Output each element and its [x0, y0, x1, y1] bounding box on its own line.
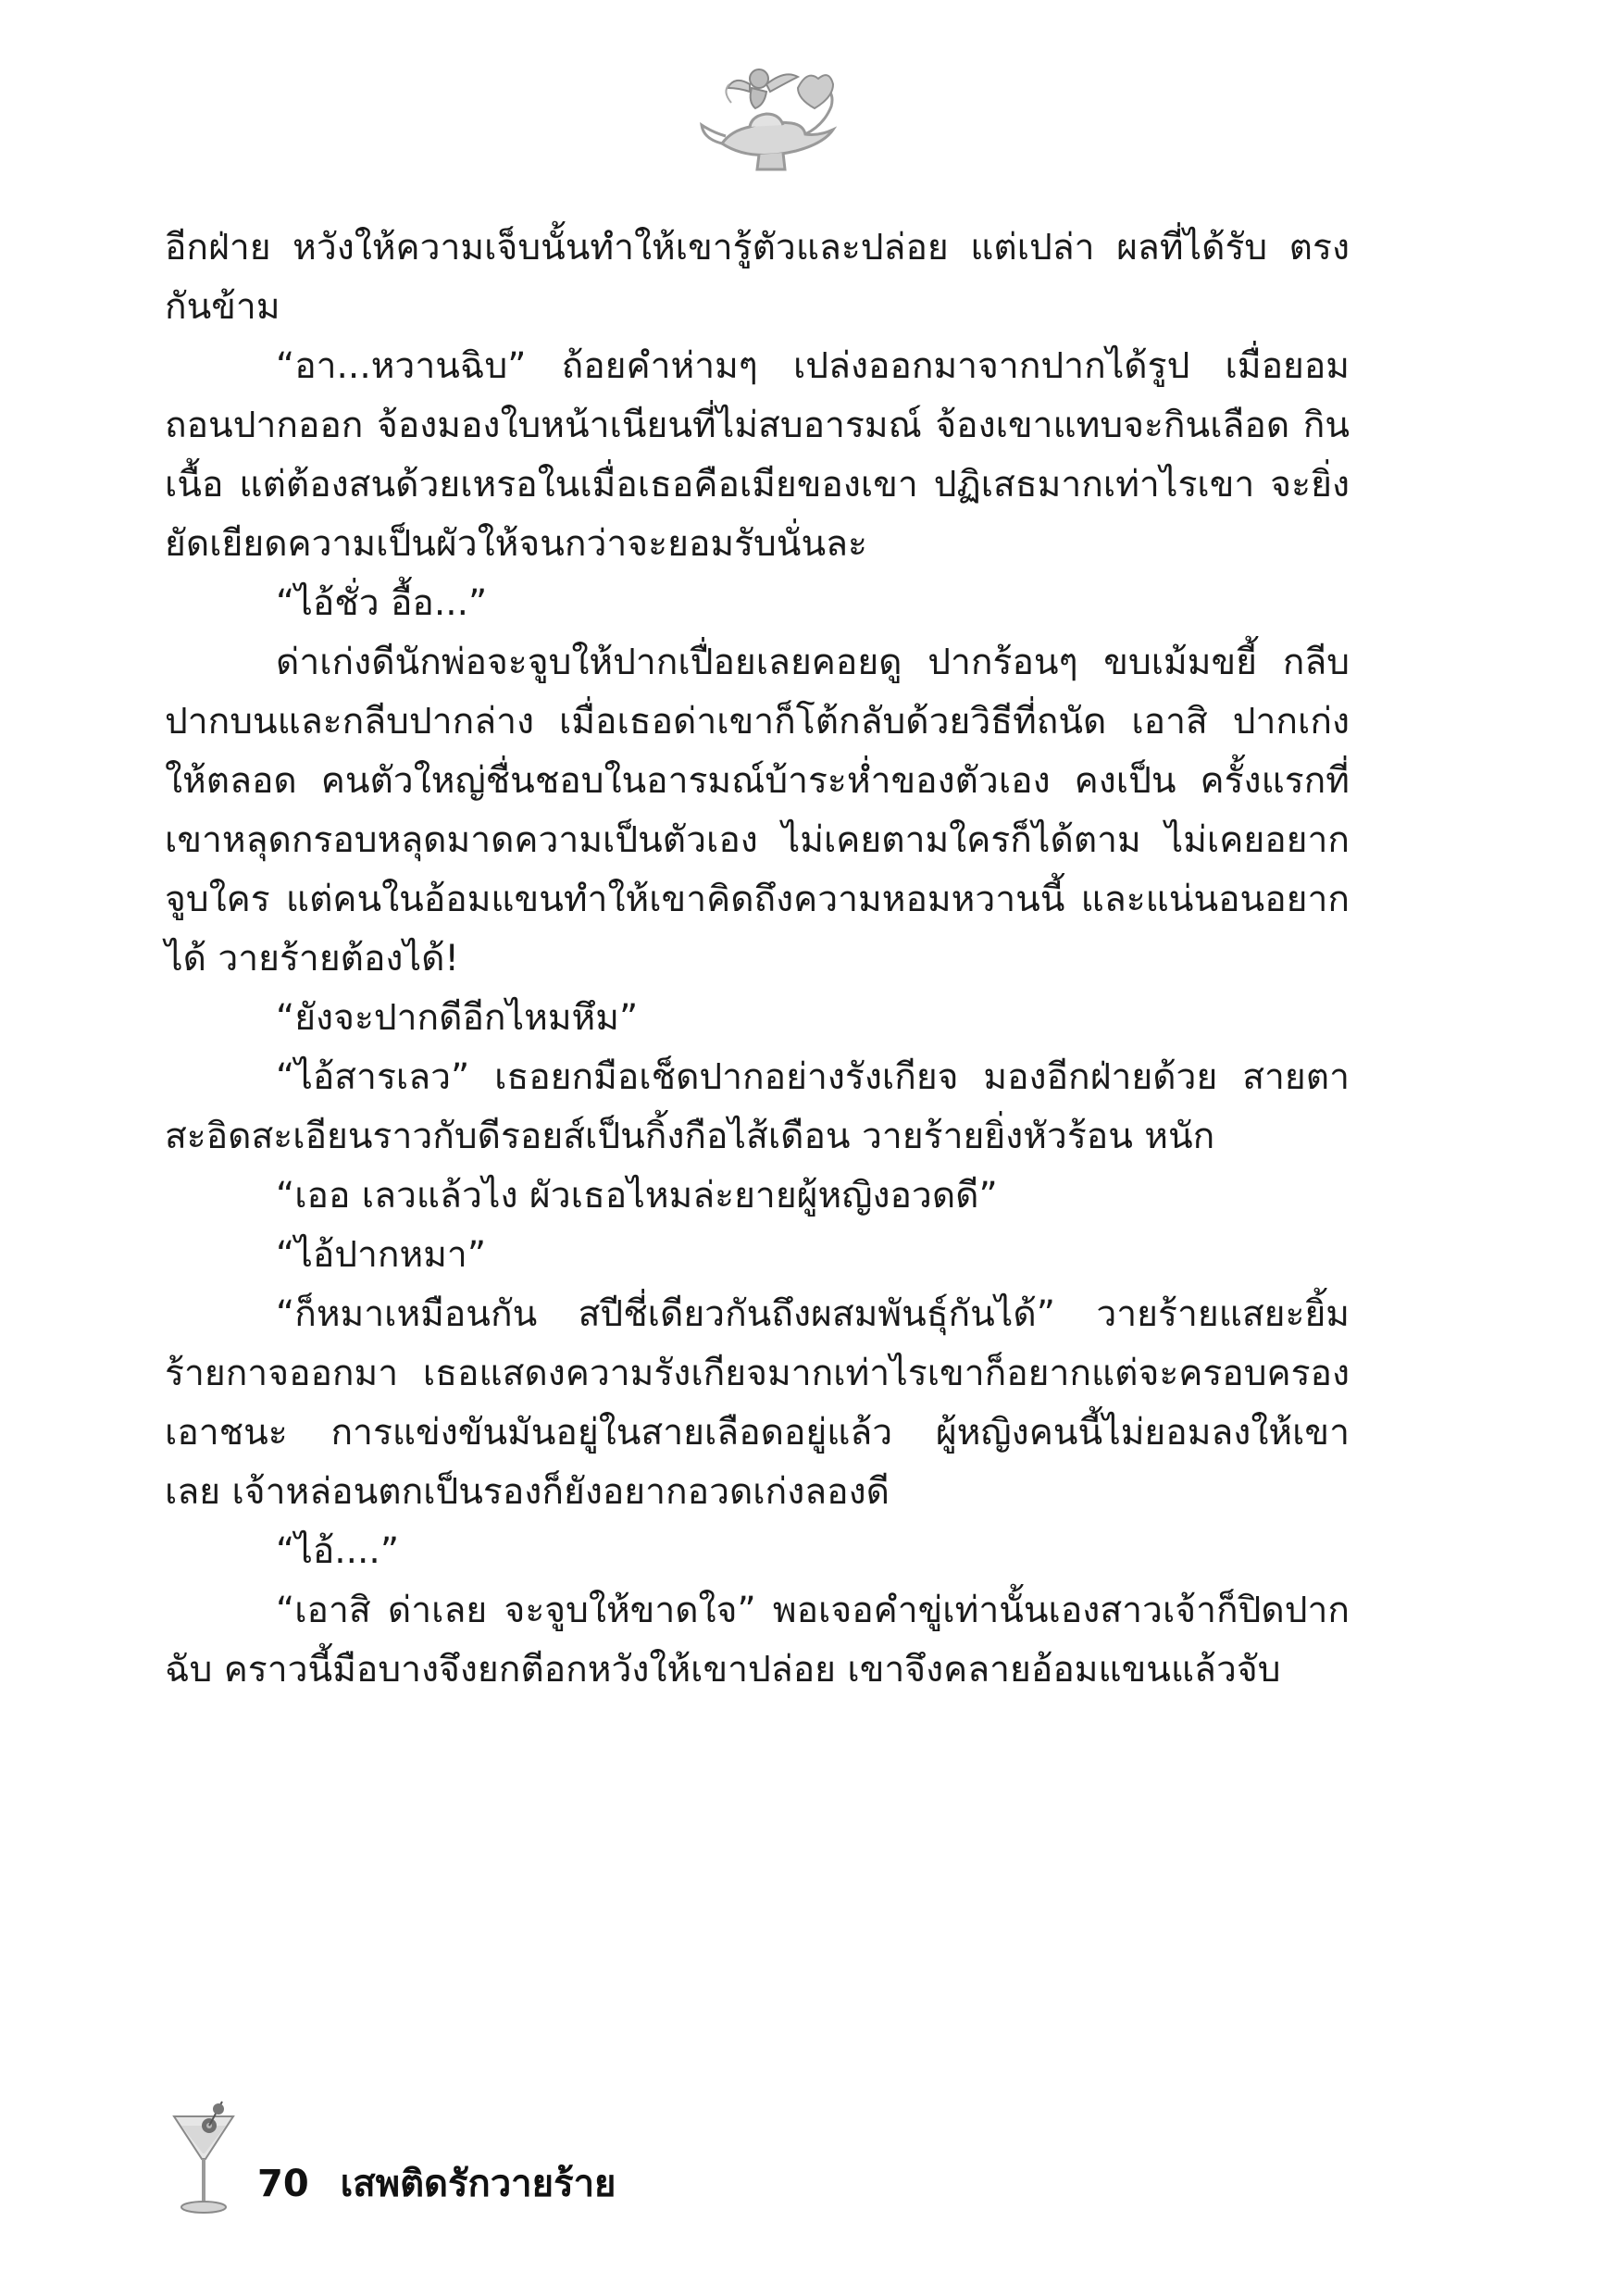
footer-text	[257, 2153, 616, 2213]
paragraph: “ไอ้ชั่ว อื้อ...”	[276, 582, 488, 624]
paragraph: “ไอ้....”	[276, 1530, 400, 1572]
paragraph: อีกฝ่าย หวังให้ความเจ็บนั้นทำให้เขารู้ตัวและปล่อย แต่เปล่า ผลที่ได้รับ ตรงกันข้าม	[165, 227, 1350, 328]
paragraph: “ยังจะปากดีอีกไหมหึม”	[276, 997, 639, 1039]
page-number: 70	[257, 2163, 309, 2205]
paragraph: “เออ เลวแล้วไง ผัวเธอไหมล่ะยายผู้หญิงอวดดี”	[276, 1175, 998, 1217]
paragraph: ด่าเก่งดีนักพ่อจะจูบให้ปากเปื่อยเลยคอยดู ปากร้อนๆ ขบเม้มขยี้ กลีบปากบนและกลีบปากล่าง เมื่อเธอด่าเขาก็โต้กลับด้วยวิธีที่ถนัด เอาสิ ปากเก่งให้ตลอด คนตัวใหญ่ชื่นชอบในอารมณ์บ้าระห่ำของตัวเอง คงเป็น ครั้งแรกที่เขาหลุดกรอบหลุดมาดความเป็นตัวเอง ไม่เคยตามใครก็ได้ตาม ไม่เคยอยากจูบใคร แต่คนในอ้อมแขนทำให้เขาคิดถึงความหอมหวานนี้ และแน่นอนอยากได้ วายร้ายต้องได้!	[165, 642, 1350, 980]
cupid-lamp-icon	[694, 51, 842, 181]
page-footer	[167, 2098, 1000, 2218]
paragraph: “ไอ้ปากหมา”	[276, 1234, 487, 1276]
body-text	[165, 218, 1350, 1700]
paragraph: “ก็หมาเหมือนกัน สปีชี่เดียวกันถึงผสมพันธุ์กันได้” วายร้ายแสยะยิ้ม ร้ายกาจออกมา เธอแสดงความรังเกียจมากเท่าไรเขาก็อยากแต่จะครอบครอง เอาชนะ การแข่งขันมันอยู่ในสายเลือดอยู่แล้ว ผู้หญิงคนนี้ไม่ยอมลงให้เขา เลย เจ้าหล่อนตกเป็นรองก็ยังอยากอวดเก่งลองดี	[165, 1293, 1350, 1513]
paragraph: “เอาสิ ด่าเลย จะจูบให้ขาดใจ” พอเจอคำขู่เท่านั้นเองสาวเจ้าก็ปิดปาก ฉับ คราวนี้มือบางจึงยกตีอกหวังให้เขาปล่อย เขาจึงคลายอ้อมแขนแล้วจับ	[165, 1590, 1350, 1691]
book-title: เสพติดรักวายร้าย	[340, 2163, 616, 2205]
cocktail-glass-icon	[167, 2098, 241, 2218]
paragraph: “ไอ้สารเลว” เธอยกมือเช็ดปากอย่างรังเกียจ มองอีกฝ่ายด้วย สายตาสะอิดสะเอียนราวกับดีรอยส์เป็นกิ้งกือไส้เดือน วายร้ายยิ่งหัวร้อน หนัก	[165, 1056, 1350, 1157]
paragraph: “อา...หวานฉิบ” ถ้อยคำห่ามๆ เปล่งออกมาจากปากได้รูป เมื่อยอม ถอนปากออก จ้องมองใบหน้าเนียนที่ไม่สบอารมณ์ จ้องเขาแทบจะกินเลือด กินเนื้อ แต่ต้องสนด้วยเหรอในเมื่อเธอคือเมียของเขา ปฏิเสธมากเท่าไรเขา จะยิ่งยัดเยียดความเป็นผัวให้จนกว่าจะยอมรับนั่นละ	[165, 345, 1350, 565]
